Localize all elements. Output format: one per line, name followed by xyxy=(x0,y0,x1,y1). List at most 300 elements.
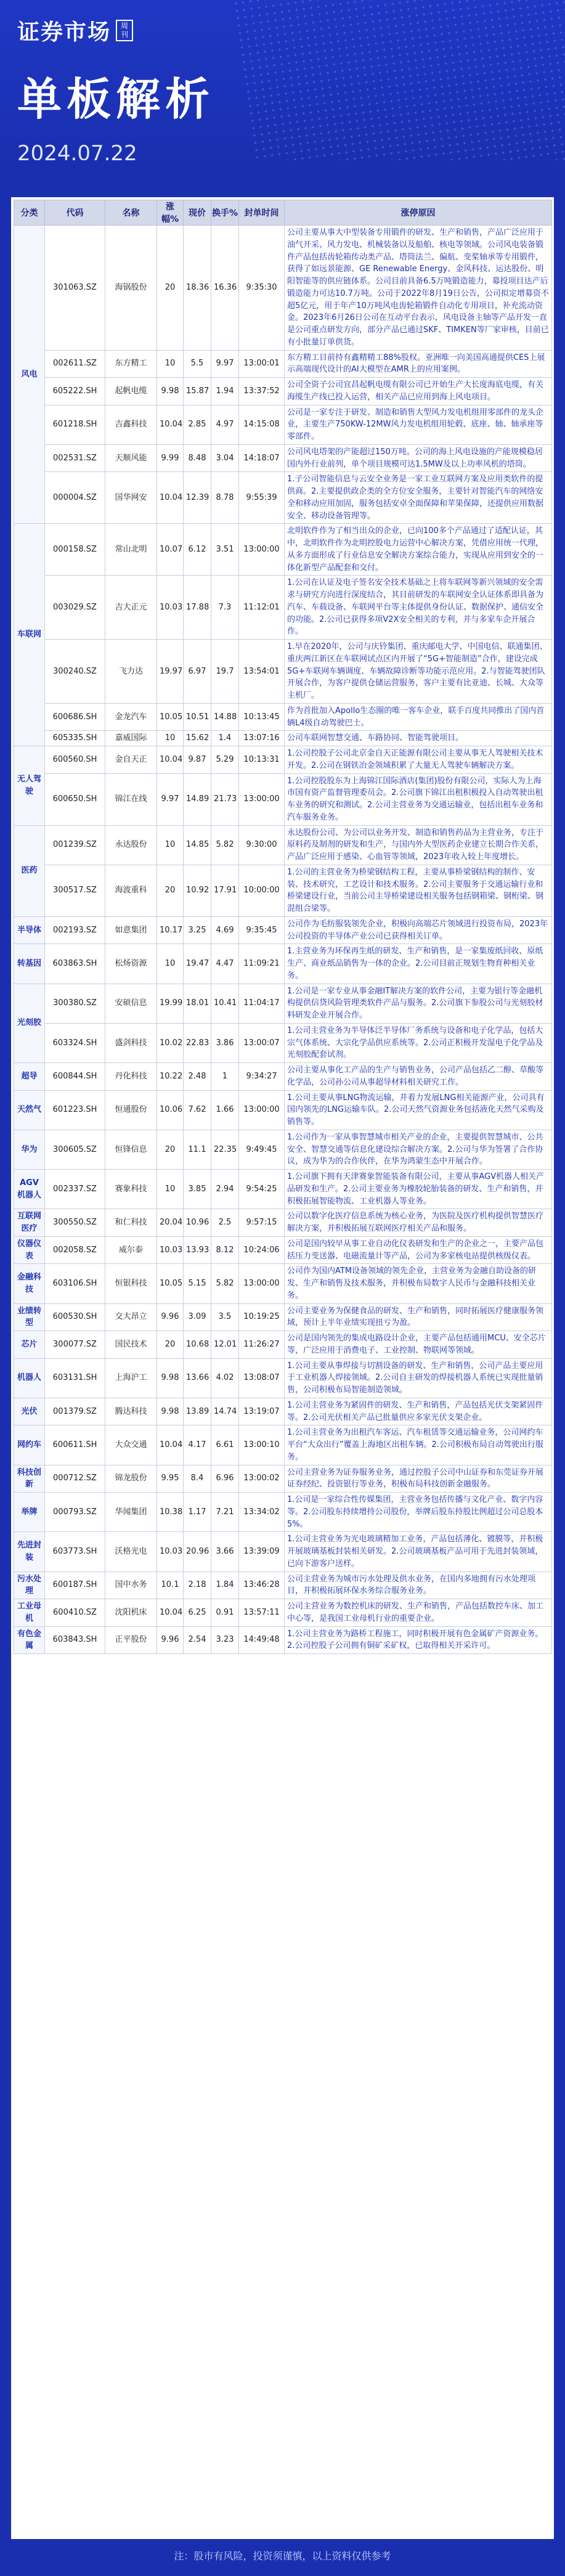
cell-price: 10.96 xyxy=(184,1209,211,1237)
table-row xyxy=(14,1090,552,1130)
cell-change: 19.99 xyxy=(157,984,184,1023)
cell-time: 13:00:10 xyxy=(239,1425,285,1465)
cell-change: 20 xyxy=(157,865,184,916)
cell-code: 605335.SH xyxy=(45,731,105,746)
col-header-time: 封单时间 xyxy=(239,200,285,226)
cell-code: 603106.SH xyxy=(45,1264,105,1303)
cell-reason: 公司车联网智慧交通、车路协同、智能驾驶项目。 xyxy=(285,731,552,746)
cell-change: 10.04 xyxy=(157,405,184,444)
cell-turnover: 22.35 xyxy=(211,1130,239,1169)
cell-reason: 公司作为国内ATM设备领域的领先企业，主营业务为金融自助设备的研发、生产和销售及技术服务，并积极布局数字人民币与金融科技相关业务。 xyxy=(285,1264,552,1303)
row-category: 网约车 xyxy=(14,1425,45,1465)
cell-name: 赛象科技 xyxy=(105,1170,157,1209)
cell-turnover: 4.69 xyxy=(211,916,239,944)
cell-time: 13:34:02 xyxy=(239,1493,285,1532)
table-row xyxy=(14,472,552,524)
table-row xyxy=(14,1358,552,1398)
cell-price: 18.01 xyxy=(184,984,211,1023)
cell-price: 8.48 xyxy=(184,444,211,472)
row-category: 有色金属 xyxy=(14,1626,45,1654)
cell-time: 13:00:00 xyxy=(239,1264,285,1303)
cell-name: 常山北明 xyxy=(105,524,157,576)
row-category: 先进封装 xyxy=(14,1532,45,1571)
row-category: 华为 xyxy=(14,1130,45,1169)
cell-reason: 公司主要业务为保健食品的研发、生产和销售，同时拓展医疗健康服务领域，预计上半年业绩实现扭亏为盈。 xyxy=(285,1303,552,1331)
cell-code: 603773.SH xyxy=(45,1532,105,1571)
brand-name: 证券市场 xyxy=(17,20,112,45)
cell-name: 松炀资源 xyxy=(105,944,157,984)
cell-turnover: 5.82 xyxy=(211,825,239,865)
table-row xyxy=(14,1209,552,1237)
row-category: 芯片 xyxy=(14,1331,45,1359)
cell-name: 大众交通 xyxy=(105,1425,157,1465)
cell-name: 海锅股份 xyxy=(105,226,157,351)
cell-code: 001379.SZ xyxy=(45,1398,105,1425)
cell-turnover: 4.02 xyxy=(211,1358,239,1398)
cell-price: 2.48 xyxy=(184,1063,211,1091)
cell-name: 永达股份 xyxy=(105,825,157,865)
cell-time: 13:00:00 xyxy=(239,524,285,576)
cell-change: 10.04 xyxy=(157,1599,184,1627)
report-date: 2024.07.22 xyxy=(17,141,137,160)
cell-code: 002611.SZ xyxy=(45,350,105,378)
cell-price: 6.97 xyxy=(184,640,211,704)
cell-change: 10.04 xyxy=(157,1425,184,1465)
cell-reason: 公司作为毛纺服装领先企业，积极向高端芯片领域进行投资布局，2023年公司投资的半导体产业公司已获得相关订单。 xyxy=(285,916,552,944)
cell-price: 13.66 xyxy=(184,1358,211,1398)
cell-turnover: 3.51 xyxy=(211,524,239,576)
cell-code: 600187.SH xyxy=(45,1571,105,1599)
cell-reason: 北明软件作为了相当出众的企业，已向100多个产品通过了适配认证，其中，北明软件作为北明控股电力运营中心解决方案，凭借应用统一代理，从多方面形成了行业信息安全解决方案综合能力，实现从应用到安全的一体化新型产品配套和交付。 xyxy=(285,524,552,576)
cell-time: 11:04:17 xyxy=(239,984,285,1023)
cell-name: 海波重科 xyxy=(105,865,157,916)
table-row xyxy=(14,984,552,1023)
cell-time: 11:09:21 xyxy=(239,944,285,984)
cell-reason: 公司主要从事大中型装备专用锻件的研发、生产和销售，产品广泛应用于油气开采、风力发电、机械装备以及船舶、核电等领域。公司风电装备锻件产品包括齿轮箱传动类产品、塔筒法兰、偏航、变桨轴承等专用锻件，获得了如远景能源、GE Renewable Energy、金风科技、运达股份、明阳智能等的供应链体系。公司目前具备6.5万吨锻造能力，募投项目达产后锻造能力可达10.7万吨。公司于2022年8月19日公告，公司拟定增募资不超5亿元，用于年产10万吨风电齿轮箱锻件自动化专用项目，补充流动资金。2023年6月26日公司在互动平台表示，风电设备主轴等产品开发一直是公司重点研发方向，部分产品已通过SKF、TIMKEN等厂家审核，目前已有小批量订单供货。 xyxy=(285,226,552,351)
cell-price: 3.25 xyxy=(184,916,211,944)
cell-turnover: 9.97 xyxy=(211,350,239,378)
table-row xyxy=(14,1236,552,1264)
cell-change: 10.04 xyxy=(157,746,184,774)
cell-reason: 1.公司主营业务为紧固件的研发、生产和销售，产品包括光伏支架紧固件等。2.公司光伏相关产品已批量供应多家光伏支架企业。 xyxy=(285,1398,552,1425)
cell-code: 002337.SZ xyxy=(45,1170,105,1209)
table-row xyxy=(14,1170,552,1209)
cell-change: 19.97 xyxy=(157,640,184,704)
cell-code: 301063.SZ xyxy=(45,226,105,351)
cell-name: 天顺风能 xyxy=(105,444,157,472)
cell-code: 600530.SH xyxy=(45,1303,105,1331)
cell-turnover: 3.66 xyxy=(211,1532,239,1571)
cell-price: 2.18 xyxy=(184,1571,211,1599)
cell-price: 20.96 xyxy=(184,1532,211,1571)
cell-time: 10:19:25 xyxy=(239,1303,285,1331)
cell-reason: 公司主营业务为证券服务业务，通过控股子公司中山证券和东莞证券开展证券经纪、投资银行等业务，积极布局科技创新金融服务。 xyxy=(285,1465,552,1493)
cell-price: 14.85 xyxy=(184,825,211,865)
table-row xyxy=(14,825,552,865)
cell-code: 002531.SZ xyxy=(45,444,105,472)
footer-disclaimer: 注：股市有风险，投资须谨慎，以上资料仅供参考 xyxy=(174,2550,391,2562)
cell-name: 丹化科技 xyxy=(105,1063,157,1091)
cell-change: 10.38 xyxy=(157,1493,184,1532)
cell-turnover: 5.82 xyxy=(211,1264,239,1303)
header-banner xyxy=(0,0,565,160)
cell-name: 吉大正元 xyxy=(105,576,157,640)
cell-name: 如意集团 xyxy=(105,916,157,944)
cell-name: 金龙汽车 xyxy=(105,703,157,731)
cell-change: 10.07 xyxy=(157,524,184,576)
table-header-row xyxy=(14,200,552,226)
table-row xyxy=(14,378,552,406)
col-header-code: 代码 xyxy=(45,200,105,226)
table-row xyxy=(14,865,552,916)
cell-time: 9:49:45 xyxy=(239,1130,285,1169)
cell-change: 10 xyxy=(157,1170,184,1209)
cell-turnover: 7.3 xyxy=(211,576,239,640)
row-category: 污水处理 xyxy=(14,1571,45,1599)
table-row xyxy=(14,1023,552,1062)
cell-turnover: 19.7 xyxy=(211,640,239,704)
cell-time: 9:57:15 xyxy=(239,1209,285,1237)
row-category: 机器人 xyxy=(14,1358,45,1398)
cell-reason: 东方精工目前持有鑫精精工88%股权。亚洲唯一向美国高通提供CES上展示高端现代设计的AI大模型在AMR上的应用案例。 xyxy=(285,350,552,378)
cell-reason: 1.公司主营业务为出租汽车客运、汽车租赁等交通运输业务，公司网约车平台“大众出行”覆盖上海地区出租车辆。2.公司积极布局自动驾驶出行服务。 xyxy=(285,1425,552,1465)
page-title: 单板解析 xyxy=(17,73,215,125)
cell-price: 10.51 xyxy=(184,703,211,731)
cell-price: 15.87 xyxy=(184,378,211,406)
cell-reason: 1.公司主要从事焊接与切割设备的研发、生产和销售，公司产品主要应用于工业机器人焊接领域。2.公司自主研发的焊接机器人系统已实现批量销售，公司积极布局智能制造领域。 xyxy=(285,1358,552,1398)
cell-code: 001239.SZ xyxy=(45,825,105,865)
table-row xyxy=(14,444,552,472)
row-category: 转基因 xyxy=(14,944,45,984)
cell-reason: 1.公司主营业务为路桥工程施工，同时积极开展有色金属矿产资源业务。2.公司控股子公司拥有铜矿采矿权，已取得相关开采许可。 xyxy=(285,1626,552,1654)
cell-name: 沃格光电 xyxy=(105,1532,157,1571)
row-category: 仪器仪表 xyxy=(14,1236,45,1264)
cell-price: 22.83 xyxy=(184,1023,211,1062)
cell-reason: 1.公司控股股东为上海锦江国际酒店(集团)股份有限公司，实际人为上海市国有资产监督管理委员会。2.公司旗下锦江出租积极投入自动驾驶出租车业务的研究和测试。2.公司主营业务为交通运输业，包括出租车业务和汽车服务业务。 xyxy=(285,773,552,825)
cell-name: 飞力达 xyxy=(105,640,157,704)
cell-name: 金自天正 xyxy=(105,746,157,774)
cell-reason: 1.公司的主营业务为桥梁钢结构工程，主要从事桥梁钢结构的制作、安装、技术研究，工艺设计和技术服务。2.公司主要服务于交通运输行业和桥梁建设行业，当前公司主导桥梁建设相关服务包括钢箱梁、钢桁梁、钢混组合梁等。 xyxy=(285,865,552,916)
cell-change: 10 xyxy=(157,944,184,984)
cell-time: 13:08:07 xyxy=(239,1358,285,1398)
table-row xyxy=(14,576,552,640)
cell-turnover: 2.5 xyxy=(211,1209,239,1237)
table-row xyxy=(14,1532,552,1571)
cell-time: 9:35:30 xyxy=(239,226,285,351)
cell-name: 东方精工 xyxy=(105,350,157,378)
cell-change: 20.04 xyxy=(157,1209,184,1237)
cell-time: 10:00:00 xyxy=(239,865,285,916)
cell-time: 13:00:07 xyxy=(239,1023,285,1062)
row-category: 天然气 xyxy=(14,1090,45,1130)
cell-reason: 作为首批加入Apollo生态圈的唯一客车企业，联手百度共同推出了国内首辆L4级自动驾驶巴士。 xyxy=(285,703,552,731)
cell-name: 盛剑科技 xyxy=(105,1023,157,1062)
cell-turnover: 0.91 xyxy=(211,1599,239,1627)
cell-reason: 公司是国内较早从事工业自动化仪表研发和生产的企业之一，主要产品包括压力变送器、电磁流量计等产品，公司为多家核电站提供核级仪表。 xyxy=(285,1236,552,1264)
cell-code: 603863.SH xyxy=(45,944,105,984)
cell-name: 恒锋信息 xyxy=(105,1130,157,1169)
cell-time: 13:07:16 xyxy=(239,731,285,746)
row-category: 医药 xyxy=(14,825,45,916)
cell-price: 10.92 xyxy=(184,865,211,916)
cell-price: 4.17 xyxy=(184,1425,211,1465)
cell-time: 13:19:07 xyxy=(239,1398,285,1425)
row-category: 业绩转型 xyxy=(14,1303,45,1331)
cell-code: 600560.SH xyxy=(45,746,105,774)
table-row xyxy=(14,1599,552,1627)
cell-change: 9.98 xyxy=(157,378,184,406)
cell-code: 600844.SH xyxy=(45,1063,105,1091)
cell-time: 11:26:27 xyxy=(239,1331,285,1359)
cell-turnover: 3.23 xyxy=(211,1626,239,1654)
cell-code: 000793.SZ xyxy=(45,1493,105,1532)
cell-time: 10:13:31 xyxy=(239,746,285,774)
cell-reason: 1.公司作为一家从事智慧城市相关产业的企业，主要提供智慧城市、公共安全、智慧交通等信息化建设综合解决方案。2.公司与华为签署了合作协议，成为华为的合作伙伴，在华为鸿蒙生态中开展合作。 xyxy=(285,1130,552,1169)
cell-code: 000712.SZ xyxy=(45,1465,105,1493)
cell-change: 9.98 xyxy=(157,1358,184,1398)
cell-reason: 公司全资子公司宜昌起帆电缆有限公司已开始生产大长度海底电缆，有关海缆生产线已投入运营，相关产品已应用到海上风电项目。 xyxy=(285,378,552,406)
cell-name: 国民技术 xyxy=(105,1331,157,1359)
cell-turnover: 12.01 xyxy=(211,1331,239,1359)
cell-turnover: 14.88 xyxy=(211,703,239,731)
cell-turnover: 1.84 xyxy=(211,1571,239,1599)
cell-turnover: 1 xyxy=(211,1063,239,1091)
cell-time: 14:15:08 xyxy=(239,405,285,444)
cell-change: 10.03 xyxy=(157,1532,184,1571)
cell-price: 3.09 xyxy=(184,1303,211,1331)
cell-change: 20 xyxy=(157,1331,184,1359)
cell-price: 1.17 xyxy=(184,1493,211,1532)
cell-code: 601223.SH xyxy=(45,1090,105,1130)
cell-turnover: 8.78 xyxy=(211,472,239,524)
cell-price: 13.93 xyxy=(184,1236,211,1264)
cell-code: 605222.SH xyxy=(45,378,105,406)
cell-name: 安硕信息 xyxy=(105,984,157,1023)
cell-code: 300380.SZ xyxy=(45,984,105,1023)
cell-time: 9:34:27 xyxy=(239,1063,285,1091)
cell-name: 上海沪工 xyxy=(105,1358,157,1398)
cell-name: 恒通股份 xyxy=(105,1090,157,1130)
cell-price: 5.5 xyxy=(184,350,211,378)
cell-code: 000158.SZ xyxy=(45,524,105,576)
cell-change: 9.98 xyxy=(157,1398,184,1425)
table-row xyxy=(14,1493,552,1532)
table-row xyxy=(14,1063,552,1091)
row-category: 举牌 xyxy=(14,1493,45,1532)
cell-price: 18.36 xyxy=(184,226,211,351)
cell-time: 13:39:09 xyxy=(239,1532,285,1571)
cell-code: 603131.SH xyxy=(45,1358,105,1398)
cell-price: 19.47 xyxy=(184,944,211,984)
cell-reason: 公司风电塔架的产能超过150万吨。公司的海上风电设施的产能规模稳居国内外行业前列，单个项目规模可达1.5MW及以上功率风机的塔筒。 xyxy=(285,444,552,472)
row-category: 超导 xyxy=(14,1063,45,1091)
cell-time: 9:54:25 xyxy=(239,1170,285,1209)
cell-price: 11.1 xyxy=(184,1130,211,1169)
cell-reason: 1.早在2020年，公司与庆铃集团、重庆邮电大学、中国电信、联通集团、重庆两江新区在车联网试点区内开展了“5G+智能制造”合作，建设完成5G+车联网车辆调度、车辆故障诊断等功能示范应用。2.与智能驾驶团队开展合作，为客户提供仓储运营服务，客户主要有比亚迪、长城、大众等主机厂。 xyxy=(285,640,552,704)
limit-up-table xyxy=(14,200,552,1654)
cell-code: 603324.SH xyxy=(45,1023,105,1062)
row-category: 金融科技 xyxy=(14,1264,45,1303)
cell-turnover: 6.96 xyxy=(211,1465,239,1493)
cell-turnover: 8.12 xyxy=(211,1236,239,1264)
cell-turnover: 3.86 xyxy=(211,1023,239,1062)
cell-code: 601218.SH xyxy=(45,405,105,444)
cell-reason: 公司以数字化医疗信息系统为核心业务，为医院及医疗机构提供智慧医疗解决方案，并积极拓展互联网医疗相关产品和服务。 xyxy=(285,1209,552,1237)
row-category: 半导体 xyxy=(14,916,45,944)
cell-turnover: 10.41 xyxy=(211,984,239,1023)
col-header-category: 分类 xyxy=(14,200,45,226)
cell-name: 吉鑫科技 xyxy=(105,405,157,444)
table-row xyxy=(14,1571,552,1599)
table-row xyxy=(14,746,552,774)
cell-reason: 公司主营业务为城市污水处理及供水业务，在国内多地拥有污水处理项目，并积极拓展环保水务综合服务业务。 xyxy=(285,1571,552,1599)
cell-price: 8.4 xyxy=(184,1465,211,1493)
cell-reason: 公司是一家专注于研发、制造和销售大型风力发电机组用零部件的龙头企业，主要生产750KW-12MW风力发电机组用轮毂、底座、轴、轴承座等零部件。 xyxy=(285,405,552,444)
row-category: 互联网医疗 xyxy=(14,1209,45,1237)
cell-reason: 公司是国内领先的集成电路设计企业，主要产品包括通用MCU、安全芯片等，广泛应用于消费电子、工业控制、物联网等领域。 xyxy=(285,1331,552,1359)
cell-name: 威尔泰 xyxy=(105,1236,157,1264)
cell-price: 6.25 xyxy=(184,1599,211,1627)
cell-turnover: 2.94 xyxy=(211,1170,239,1209)
cell-time: 14:18:07 xyxy=(239,444,285,472)
table-row xyxy=(14,640,552,704)
cell-turnover: 6.61 xyxy=(211,1425,239,1465)
cell-turnover: 3.5 xyxy=(211,1303,239,1331)
cell-change: 10.03 xyxy=(157,576,184,640)
cell-change: 9.97 xyxy=(157,773,184,825)
col-header-price: 现价 xyxy=(184,200,211,226)
cell-time: 13:54:01 xyxy=(239,640,285,704)
cell-name: 正平股份 xyxy=(105,1626,157,1654)
cell-change: 10.03 xyxy=(157,1236,184,1264)
cell-change: 10.05 xyxy=(157,703,184,731)
table-row xyxy=(14,773,552,825)
cell-reason: 1.公司是一家专业从事金融IT解决方案的软件公司，主要为银行等金融机构提供信贷风险管理类软件产品与服务。2.公司旗下参股公司与光刻胶材料研发企业开展合作。 xyxy=(285,984,552,1023)
cell-turnover: 4.47 xyxy=(211,944,239,984)
cell-name: 和仁科技 xyxy=(105,1209,157,1237)
cell-name: 交大昂立 xyxy=(105,1303,157,1331)
row-category: 无人驾驶 xyxy=(14,746,45,826)
brand-logo xyxy=(17,15,565,46)
row-category: 车联网 xyxy=(14,524,45,746)
col-header-name: 名称 xyxy=(105,200,157,226)
cell-price: 13.89 xyxy=(184,1398,211,1425)
cell-change: 10 xyxy=(157,825,184,865)
cell-price: 10.68 xyxy=(184,1331,211,1359)
cell-time: 13:00:01 xyxy=(239,350,285,378)
cell-reason: 1.主营业务为环保再生纸的研发、生产和销售，是一家集废纸回收、原纸生产、商业纸品销售为一体的企业。2.公司目前正规划生物育种相关业务。 xyxy=(285,944,552,984)
cell-price: 12.39 xyxy=(184,472,211,524)
cell-code: 002058.SZ xyxy=(45,1236,105,1264)
row-category: 光刻胶 xyxy=(14,984,45,1063)
cell-name: 华闻集团 xyxy=(105,1493,157,1532)
cell-code: 300077.SZ xyxy=(45,1331,105,1359)
table-row xyxy=(14,1303,552,1331)
cell-name: 起帆电缆 xyxy=(105,378,157,406)
cell-name: 腾达科技 xyxy=(105,1398,157,1425)
cell-price: 9.87 xyxy=(184,746,211,774)
table-card xyxy=(11,197,554,2539)
table-row xyxy=(14,731,552,746)
table-row xyxy=(14,1465,552,1493)
cell-change: 9.96 xyxy=(157,1303,184,1331)
cell-turnover: 4.97 xyxy=(211,405,239,444)
cell-time: 10:24:06 xyxy=(239,1236,285,1264)
cell-code: 300240.SZ xyxy=(45,640,105,704)
table-row xyxy=(14,405,552,444)
cell-reason: 1.子公司智能信息与云安全业务是一家工业互联网方案及应用类软件的提供商。2.主要提供政企类的全方位安全服务，主要针对智能汽车的网络安全和移动应用加固，服务包括安卓全面保障和苹果保障，还提供应用数据安全、移动设备管理等。 xyxy=(285,472,552,524)
table-row xyxy=(14,1264,552,1303)
cell-time: 9:35:45 xyxy=(239,916,285,944)
cell-name: 恒银科技 xyxy=(105,1264,157,1303)
cell-turnover: 3.04 xyxy=(211,444,239,472)
cell-code: 002193.SZ xyxy=(45,916,105,944)
row-category: 风电 xyxy=(14,226,45,524)
cell-time: 9:55:39 xyxy=(239,472,285,524)
cell-code: 300605.SZ xyxy=(45,1130,105,1169)
cell-turnover: 16.36 xyxy=(211,226,239,351)
cell-time: 13:00:02 xyxy=(239,1465,285,1493)
cell-turnover: 1.94 xyxy=(211,378,239,406)
cell-code: 600611.SH xyxy=(45,1425,105,1465)
row-category: 科技创新 xyxy=(14,1465,45,1493)
cell-price: 2.85 xyxy=(184,405,211,444)
cell-turnover: 5.29 xyxy=(211,746,239,774)
cell-price: 15.62 xyxy=(184,731,211,746)
cell-price: 2.54 xyxy=(184,1626,211,1654)
cell-turnover: 1.4 xyxy=(211,731,239,746)
cell-turnover: 7.21 xyxy=(211,1493,239,1532)
cell-reason: 1.公司是一家综合性传媒集团，主营业务包括传播与文化产业、数字内容等。2.公司股东持续增持公司股份，举牌后股东持股比例超过公司总股本5%。 xyxy=(285,1493,552,1532)
cell-turnover: 17.91 xyxy=(211,865,239,916)
cell-change: 9.99 xyxy=(157,444,184,472)
cell-reason: 公司主要从事化工产品的生产与销售业务，公司产品包括乙二醇、草酸等化学品，公司孙公司从事超导材料相关研究工作。 xyxy=(285,1063,552,1091)
cell-code: 300517.SZ xyxy=(45,865,105,916)
cell-name: 嘉威国际 xyxy=(105,731,157,746)
cell-price: 3.85 xyxy=(184,1170,211,1209)
col-header-reason: 涨停原因 xyxy=(285,200,552,226)
cell-time: 13:37:52 xyxy=(239,378,285,406)
cell-change: 10.05 xyxy=(157,1264,184,1303)
cell-change: 10.17 xyxy=(157,916,184,944)
cell-change: 10.22 xyxy=(157,1063,184,1091)
cell-code: 000004.SZ xyxy=(45,472,105,524)
cell-time: 13:00:00 xyxy=(239,1090,285,1130)
table-row xyxy=(14,1626,552,1654)
cell-reason: 1.公司主要从事LNG物流运输，并着力发展LNG相关能源产业，公司具有国内领先的LNG运输车队。2.公司天然气资源业务包括液化天然气采购及销售等。 xyxy=(285,1090,552,1130)
cell-price: 7.62 xyxy=(184,1090,211,1130)
row-category: AGV机器人 xyxy=(14,1170,45,1209)
cell-name: 锦江在线 xyxy=(105,773,157,825)
table-row xyxy=(14,944,552,984)
cell-turnover: 14.74 xyxy=(211,1398,239,1425)
cell-name: 国华网安 xyxy=(105,472,157,524)
cell-reason: 1.公司主营业务为光电玻璃精加工业务，产品包括薄化、镀膜等，并积极开展玻璃基板封装相关研发。2.公司玻璃基板产品可用于先进封装领域，已向下游客户送样。 xyxy=(285,1532,552,1571)
cell-change: 9.95 xyxy=(157,1465,184,1493)
table-row xyxy=(14,1130,552,1169)
cell-reason: 公司主营业务为数控机床的研发、生产和销售，产品包括数控车床、加工中心等，是我国工业母机行业的重要企业。 xyxy=(285,1599,552,1627)
table-row xyxy=(14,703,552,731)
row-category: 工业母机 xyxy=(14,1599,45,1627)
cell-turnover: 1.66 xyxy=(211,1090,239,1130)
cell-change: 10.06 xyxy=(157,1090,184,1130)
cell-reason: 1.公司主营业务为半导体泛半导体厂务系统与设备和电子化学品，包括大宗气体系统、大宗化学品供应系统等。2.公司正积极开发湿电子化学品及光刻胶配套试剂。 xyxy=(285,1023,552,1062)
cell-name: 沈阳机床 xyxy=(105,1599,157,1627)
table-row xyxy=(14,916,552,944)
table-row xyxy=(14,1425,552,1465)
brand-badge: 周刊 xyxy=(116,20,133,41)
cell-time: 9:30:00 xyxy=(239,825,285,865)
